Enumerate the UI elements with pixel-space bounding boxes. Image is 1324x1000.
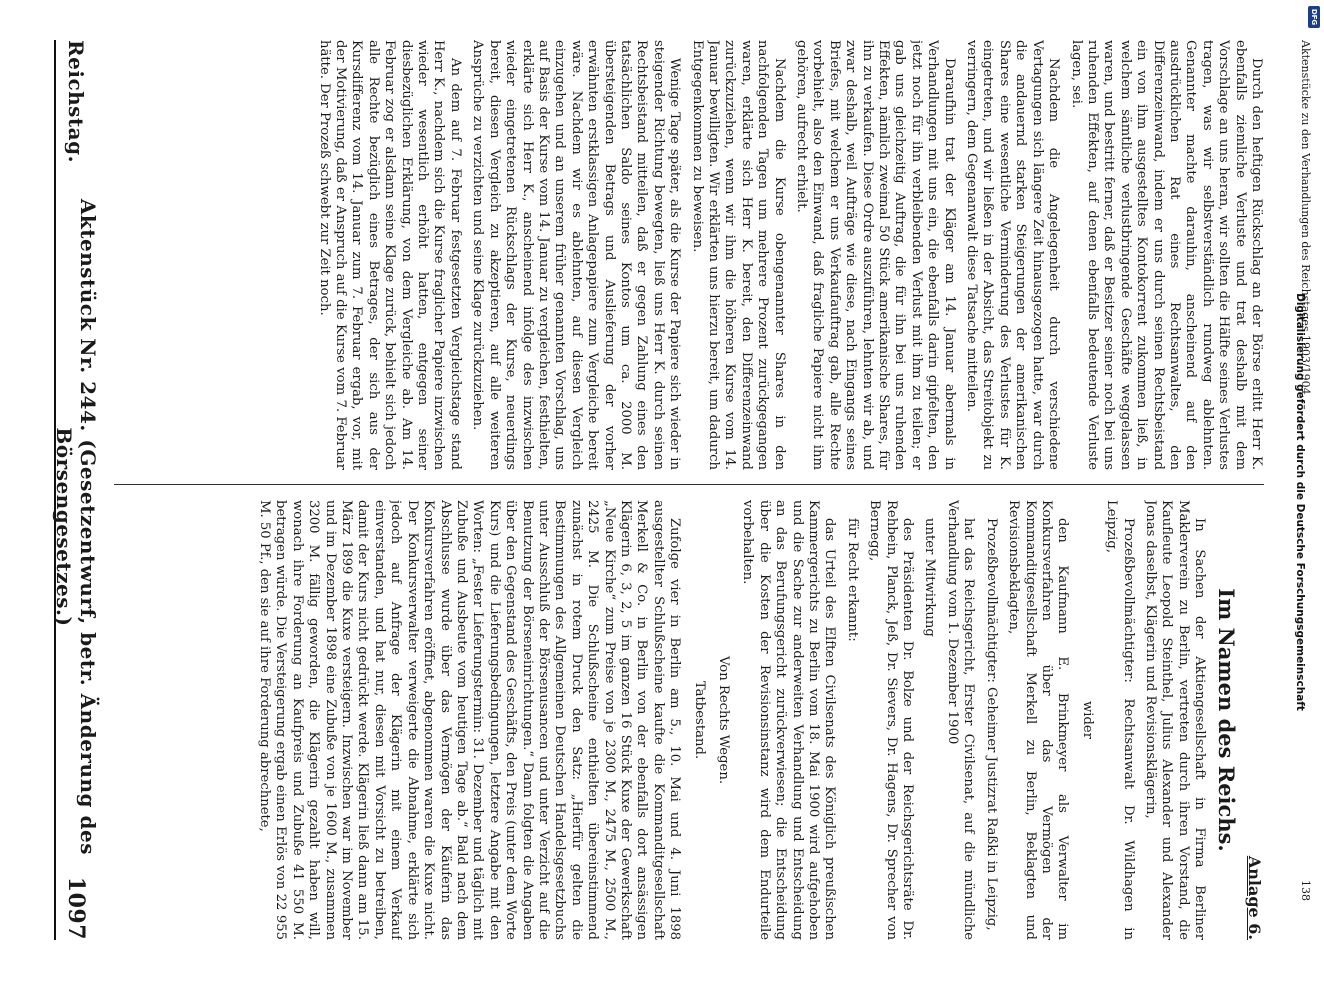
gericht-paragraph: hat das Reichsgericht, Erster Civilsenat, auf die mündliche Verhandlung vom 1. Dezember 1900 [944,500,977,940]
erkannt-line: für Recht erkannt: [844,518,860,642]
left-paragraph: Wenige Tage später, als die Kurse der Papiere sich wieder in steigender Richtung bewegten, ließ uns Herr K. durch seinen Rechtsbeistand mitteilen, daß er gegen Zahlung eines den tatsächlichen Saldo seines Kontos um ca. 2000 M. übersteigenden Betrags und Auslieferung der vorher erwähnten erstklassigen Anlagepapiere zum Vergleiche bereit wäre. Nachdem wir es ablehnten, auf diesen Vergleich einzugehen und an unserem früher genannten Vorschlag, uns auf Basis der Kurse vom 14. Januar zu vergleichen, festhielten, erklärte sich Herr K., anscheinend infolge des inzwischen wieder eingetretenen Rückschlags der Kurse, neuerdings bereit, diesen Vergleich zu akzeptieren, auf alle weiteren Ansprüche zu verzichten und seine Klage zurückzuziehen. [470,40,683,470]
digitization-note [1290,12,1310,992]
von-rechts-wegen: Von Rechts Wegen. [716,655,732,785]
digitization-text: Digitalisierung gefördert durch die Deutsche Forschungsgemeinschaft [1294,293,1306,711]
page-number: 1097 [63,876,89,940]
dfg-logo [1308,6,1320,28]
left-paragraph: An dem auf 7. Februar festgesetzten Vergleichstage stand Herr K., nachdem sich die Kurse fraglicher Papiere inzwischen wieder wesentlich erhöht hatten, entgegen seiner diesbezüglichen Erklärung, von dem Vergleiche ab. Am 14. Februar zog er alsdann seine Klage zurück, behielt sich jedoch alle Rechte bezüglich eines Betrages, der sich aus der Kursdifferenz vom 14. Januar zum 7. Februar ergab, vor, mit der Motivierung, daß er Anspruch auf die Kurse vom 7. Februar hätte. Der Prozeß schwebt zur Zeit noch. [316,40,463,470]
left-paragraph: Durch den heftigen Rückschlag an der Börse erlitt Herr K. ebenfalls ziemliche Verluste und trat deshalb mit dem Vorschlage an uns heran, wir sollten die Hälfte seines Verlustes tragen, was wir selbstverständlich rundweg ablehnten. Genannter machte darauhin, anscheinend auf den ausdrücklichen Rat eines Rechtsanwaltes, den Differenzeinwand, indem er uns durch seinen Rechtsbeistand ein von ihm ausgestelltes Kontokorrent zukommen ließ, in welchem sämtliche verlustbringende Geschäfte weggelassen waren, und bestritt ferner, daß er Besitzer seiner noch bei uns ruhenden Effekten, auf denen ebenfalls bedeutende Verluste lagen, sei. [1068,40,1264,470]
tatbestand-title: Tatbestand. [691,680,707,760]
page-footer: Aktenstücke zu den Verhandlungen des Reichstages 1903/1904. [1299,40,1312,399]
header-title: Aktenstück Nr. 244. (Gesetzentwurf, betr. Änderung des Börsengesetzes.) [52,198,100,855]
dfg-logo-text: DFG [1310,8,1318,26]
intro-paragraph: In Sachen der Aktiengesellschaft in Firma Berliner Maklerverein zu Berlin, vertreten durch ihren Vorstand, die Kaufleute Leopold Steinthel, Julius Alexander und Alexander Jonas daselbst, Klägerin und Revisionsklägerin, [1142,500,1208,940]
header-reichstag: Reichstag. [64,40,88,164]
left-column [114,40,1264,470]
page-header [52,40,100,940]
beklagter-paragraph: den Kaufmann E. Brinkmeyer als Verwalter im Konkursverfahren über das Vermögen der Kommanditgesellschaft Merkell zu Berlin, Beklagten und Revisionsbeklagten, [1006,500,1071,940]
mitwirkung-line: unter Mitwirkung [922,518,938,637]
richter-paragraph: des Präsidenten Dr. Bolze und der Reichsgerichtsräte Dr. Rehbein, Planck, Jeß, Dr. Sievers, Dr. Hagens, Dr. Sprecher von Bernegg, [867,500,916,940]
column-divider [114,484,1264,485]
urteil-paragraph: das Urteil des Elften Civilsenats des Königlich preußischen Kammergerichts zu Berlin vom 18. Mai 1900 wird aufgehoben und die Sache zur anderweiten Verhandlung und Entscheidung an das Berufungsgericht zurückverwiesen; die Entscheidung über die Kosten der Revisionsinstanz wird dem Endurteile vorbehalten. [740,500,838,940]
page-mark: 138 [1299,880,1312,901]
left-paragraph: Nachdem die Angelegenheit durch verschiedene Vertagungen sich längere Zeit hinausgezogen hatte, war durch die andauernd starken Steigerungen der amerikanischen Shares eine wesentliche Verminderung des Verlustes für K. eingetreten, und wir ließen in der Absicht, das Streitobjekt zu verringern, dem Gegenanwalt diese Tatsache mitteilen. [964,40,1062,470]
prozessbevollmaechtigter-1: Prozeßbevollmächtigter: Rechtsanwalt Dr. Wildhagen in Leipzig, [1104,500,1136,940]
tatbestand-paragraph: Zufolge vier in Berlin am 5., 10. Mai und 4. Juni 1898 ausgestellter Schlußscheine kaufte die Kommanditgesellschaft Merkell & Co. in Berlin von der ebenfalls dort ansässigen Klägerin 6, 3, 2, 5 im ganzen 16 Stück Kuxe der Gewerkschaft „Neue Kirche“ zum Preise von je 2300 M., 2475 M., 2500 M., 2425 M. Die Schlußscheine enthielten übereinstimmend zunächst in rotem Druck den Satz: „Hierfür gelten die Bestimmungen des Allgemeinen Deutschen Handelsgesetzbuchs unter Ausschluß der Börsenusancen und unter Verzicht auf die Benutzung der Börseneinrichtungen.“ Dann folgten die Angaben über den Gegenstand des Geschäfts, den Preis (unter dem Worte Kurs) und die Lieferungsbedingungen, letztere Angabe mit den Worten: „Fester Lieferungstermin: 31. Dezember und täglich mit Zubuße und Ausbeute vom heutigen Tage ab.“ Bald nach dem Abschlusse wurde über das Vermögen der Käuferin das Konkursverfahren eröffnet, abgenommen waren die Kuxe nicht. Der Konkursverwalter verweigerte die Abnahme, erklärte sich jedoch auf Anfrage der Klägerin mit einem Verkauf einverstanden, und hat nur, diesen mit Vorsicht zu betreiben, damit der Kurs nicht gedrückt werde. Klägerin ließ dann am 15. März 1899 die Kuxe versteigern. Inzwischen war im November und im Dezember 1898 eine Zubuße von je 1600 M., zusammen 3200 M. fällig geworden, die Klägerin gezahlt haben will, wonach ihre Forderung an Kaufpreis und Zubuße 41 550 M. betragen würde. Die Versteigerung ergab einen Erlös von 22 955 M. 50 Pf., den sie auf ihre Forderung abrechnete, [257,500,683,940]
anlage-label: Anlage 6. [1245,855,1264,940]
prozessbevollmaechtigter-2: Prozeßbevollmächtigter: Geheimer Justizrat Raßki in Leipzig, [983,518,999,931]
wider-line: wider [1079,700,1095,740]
right-column [114,500,1264,940]
left-paragraph: Nachdem die Kurse obengenannter Shares in den nachfolgenden Tagen um mehrere Prozent zurückgegangen waren, erklärte sich Herr K. bereit, den Differenzeinwand zurückzuziehen, wenn wir ihm die höheren Kurse vom 14. Januar bewilligten. Wir erklärten uns hierzu bereit, um dadurch Entgegenkommen zu beweisen. [689,40,787,470]
judgment-title: Im Namen des Reichs. [1213,588,1239,852]
left-paragraph: Daraufhin trat der Kläger am 14. Januar abermals in Verhandlungen mit uns ein, die ebenfalls darin gipfelten, den jetzt noch für ihn verbleibenden Verlust mit ihm zu teilen; er gab uns gleichzeitig Auftrag, die für ihn bei uns ruhenden Effekten, nämlich zweimal 50 Stück amerikanische Shares, für ihn zu verkaufen. Diese Ordre auszuführen, lehnten wir ab, und zwar deshalb, weil Aufträge wie diese, nach Eingangs seines Briefes, mit welchem er uns Verkaufauftrag gab, alle Rechte vorbehielt, also den Einwand, daß fragliche Papiere nicht ihm gehören, aufrecht erhielt. [794,40,957,470]
